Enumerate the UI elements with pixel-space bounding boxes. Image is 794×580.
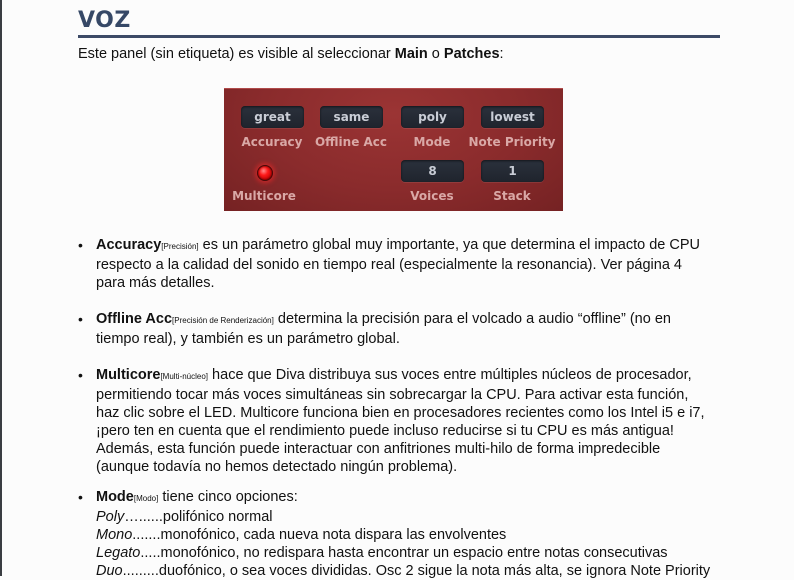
offline-acc-label: Offline Acc: [314, 135, 388, 149]
mode-label: Mode: [413, 135, 451, 149]
term-offline-acc: Offline Acc: [96, 311, 173, 327]
intro-suffix: :: [499, 46, 504, 62]
translation: [Modo]: [133, 494, 159, 503]
option-desc: monofónico, no redispara hasta encontrar un espacio entre notas consecutivas: [160, 545, 668, 561]
mode-option-poly: [96, 508, 720, 526]
text-line: (aunque todavía no hemos detectado ningún problema).: [96, 459, 458, 475]
stack-label: Stack: [493, 189, 531, 203]
text-line: ¡pero ten en cuenta que el rendimiento puede incluso reducirse si tu CPU es más antigua!: [96, 423, 674, 439]
note-priority-label: Note Priority: [468, 135, 556, 149]
intro-text: Este panel (sin etiqueta) es visible al seleccionar: [78, 46, 395, 62]
option-desc: polifónico normal: [162, 509, 273, 525]
term-mode: Mode: [96, 489, 134, 505]
intro-connector: o: [427, 46, 444, 62]
mode-option-duo: [96, 562, 720, 580]
term-multicore: Multicore: [96, 367, 161, 383]
mode-display: poly: [401, 106, 464, 128]
translation: [Multi-núcleo]: [160, 372, 209, 381]
intro-main-term: Main: [394, 46, 428, 62]
text-line: Además, esta función puede interactuar con anfitriones multi-hilo de forma impredecible: [96, 441, 661, 457]
bullet-icon: •: [78, 489, 83, 505]
option-name: Legato: [96, 545, 141, 561]
text-line: para más detalles.: [96, 275, 215, 291]
translation: [Precisión]: [161, 242, 199, 251]
text-line: es un parámetro global muy importante, ya que determina el impacto de CPU: [198, 237, 700, 253]
text-line: permitiendo tocar más voces simultáneas sin sobrecargar la CPU. Para activar esta función,: [96, 387, 689, 403]
title-underline: [78, 35, 720, 38]
term-accuracy: Accuracy: [96, 237, 162, 253]
translation: [Precisión de Renderización]: [172, 316, 274, 325]
option-name: Duo: [96, 563, 123, 579]
voices-label: Voices: [410, 189, 454, 203]
text-line: tiempo real), y también es un parámetro global.: [96, 331, 400, 347]
mode-description: [96, 488, 720, 580]
text-line: tiene cinco opciones:: [158, 489, 298, 505]
stack-display: 1: [481, 160, 544, 182]
intro-paragraph: [78, 46, 504, 62]
option-leader: .....: [140, 545, 161, 561]
voice-panel-image: [224, 88, 563, 211]
multicore-label: Multicore: [232, 189, 296, 203]
section-title: VOZ: [78, 8, 131, 33]
note-priority-display: lowest: [481, 106, 544, 128]
option-desc: duofónico, o sea voces divididas. Osc 2 sigue la nota más alta, se ignora Note Priority: [158, 563, 711, 579]
multicore-led-icon: [257, 165, 273, 181]
offline-acc-display: same: [320, 106, 383, 128]
intro-patches-term: Patches: [443, 46, 500, 62]
accuracy-label: Accuracy: [241, 135, 303, 149]
text-line: haz clic sobre el LED. Multicore funciona bien en procesadores recientes como los Intel i5 e i7,: [96, 405, 705, 421]
window-left-edge: [0, 0, 2, 576]
accuracy-display: great: [241, 106, 304, 128]
option-leader: .......: [132, 527, 161, 543]
option-name: Poly: [96, 509, 125, 525]
bullet-icon: •: [78, 367, 83, 383]
option-name: Mono: [96, 527, 133, 543]
option-leader: .........: [122, 563, 159, 579]
text-line: respecto a la calidad del sonido en tiempo real (especialmente la resonancia). Ver página 4: [96, 257, 682, 273]
option-desc: monofónico, cada nueva nota dispara las envolventes: [160, 527, 507, 543]
text-line: determina la precisión para el volcado a audio “offline” (no en: [273, 311, 671, 327]
text-line: hace que Diva distribuya sus voces entre múltiples núcleos de procesador,: [208, 367, 692, 383]
offline-acc-description: [96, 310, 720, 348]
accuracy-description: [96, 236, 720, 292]
multicore-description: [96, 366, 720, 476]
mode-option-legato: [96, 544, 720, 562]
voices-display: 8: [401, 160, 464, 182]
mode-option-mono: [96, 526, 720, 544]
bullet-icon: •: [78, 311, 83, 327]
option-leader: …......: [124, 509, 163, 525]
bullet-icon: •: [78, 237, 83, 253]
